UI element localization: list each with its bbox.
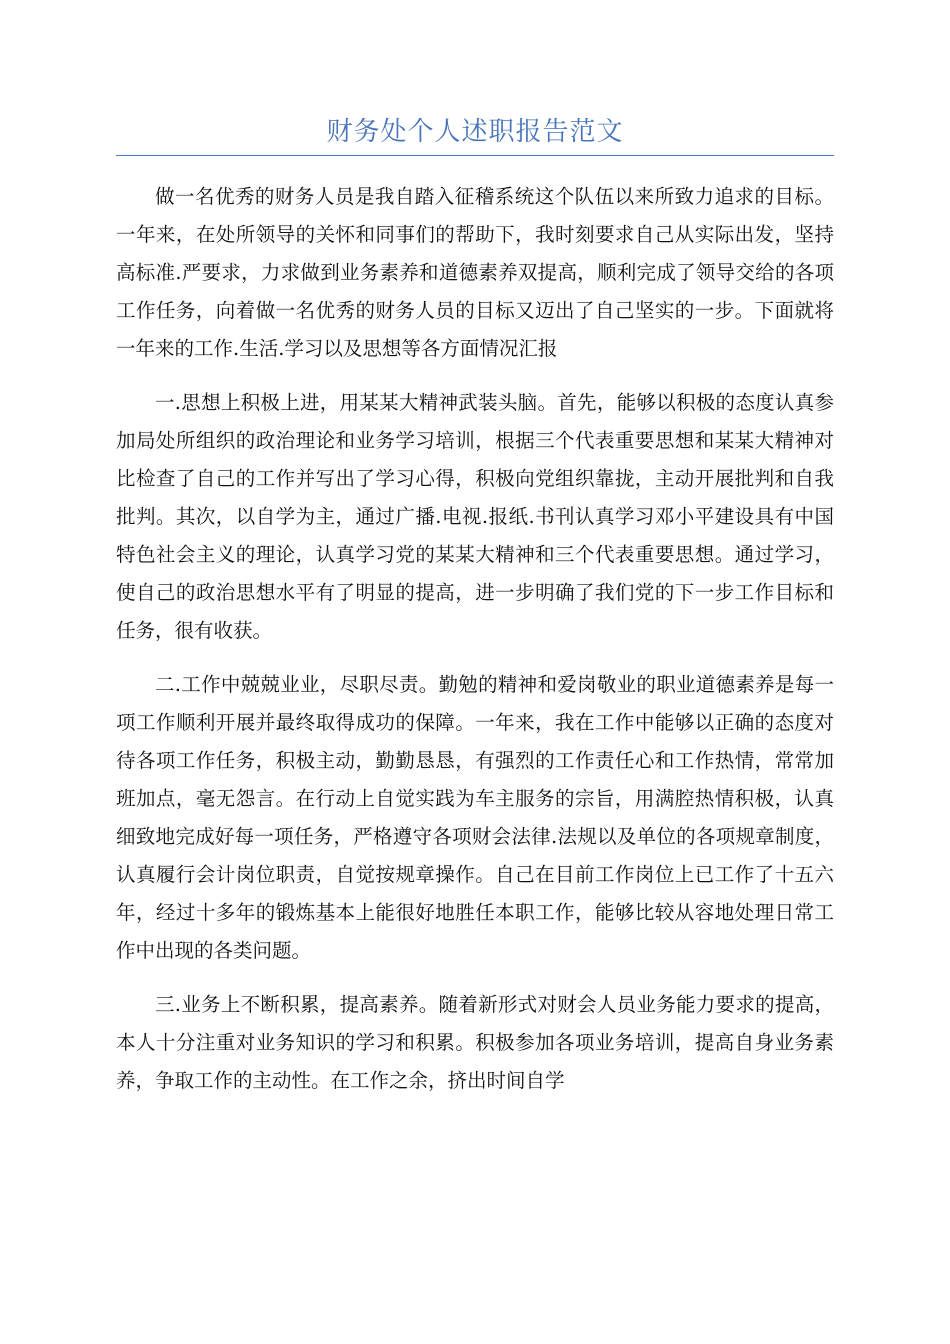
- paragraph-intro: 做一名优秀的财务人员是我自踏入征稽系统这个队伍以来所致力追求的目标。一年来，在处所领导的关怀和同事们的帮助下，我时刻要求自己从实际出发，坚持高标准.严要求，力求做到业务素养和道德素养双提高，顺利完成了领导交给的各项工作任务，向着做一名优秀的财务人员的目标又迈出了自己坚实的一步。下面就将一年来的工作.生活.学习以及思想等各方面情况汇报: [116, 185, 834, 360]
- paragraph-section-2: 二.工作中兢兢业业，尽职尽责。勤勉的精神和爱岗敬业的职业道德素养是每一项工作顺利开展并最终取得成功的保障。一年来，我在工作中能够以正确的态度对待各项工作任务，积极主动，勤勤恳恳，有强烈的工作责任心和工作热情，常常加班加点，毫无怨言。在行动上自觉实践为车主服务的宗旨，用满腔热情积极，认真细致地完成好每一项任务，严格遵守各项财会法律.法规以及单位的各项规章制度，认真履行会计岗位职责，自觉按规章操作。自己在目前工作岗位上已工作了十五六年，经过十多年的锻炼基本上能很好地胜任本职工作，能够比较从容地处理日常工作中出现的各类问题。: [116, 673, 834, 962]
- paragraph-section-3: 三.业务上不断积累，提高素养。随着新形式对财会人员业务能力要求的提高，本人十分注重对业务知识的学习和积累。积极参加各项业务培训，提高自身业务素养，争取工作的主动性。在工作之余，挤出时间自学: [116, 993, 834, 1092]
- document-body: [116, 178, 834, 1116]
- title-underline: [116, 155, 834, 156]
- document-title: 财务处个人述职报告范文: [326, 117, 624, 147]
- paragraph-section-1: 一.思想上积极上进，用某某大精神武装头脑。首先，能够以积极的态度认真参加局处所组织的政治理论和业务学习培训，根据三个代表重要思想和某某大精神对比检查了自己的工作并写出了学习心得，积极向党组织靠拢，主动开展批判和自我批判。其次，以自学为主，通过广播.电视.报纸.书刊认真学习邓小平建设具有中国特色社会主义的理论，认真学习党的某某大精神和三个代表重要思想。通过学习，使自己的政治思想水平有了明显的提高，进一步明确了我们党的下一步工作目标和任务，很有收获。: [116, 391, 834, 642]
